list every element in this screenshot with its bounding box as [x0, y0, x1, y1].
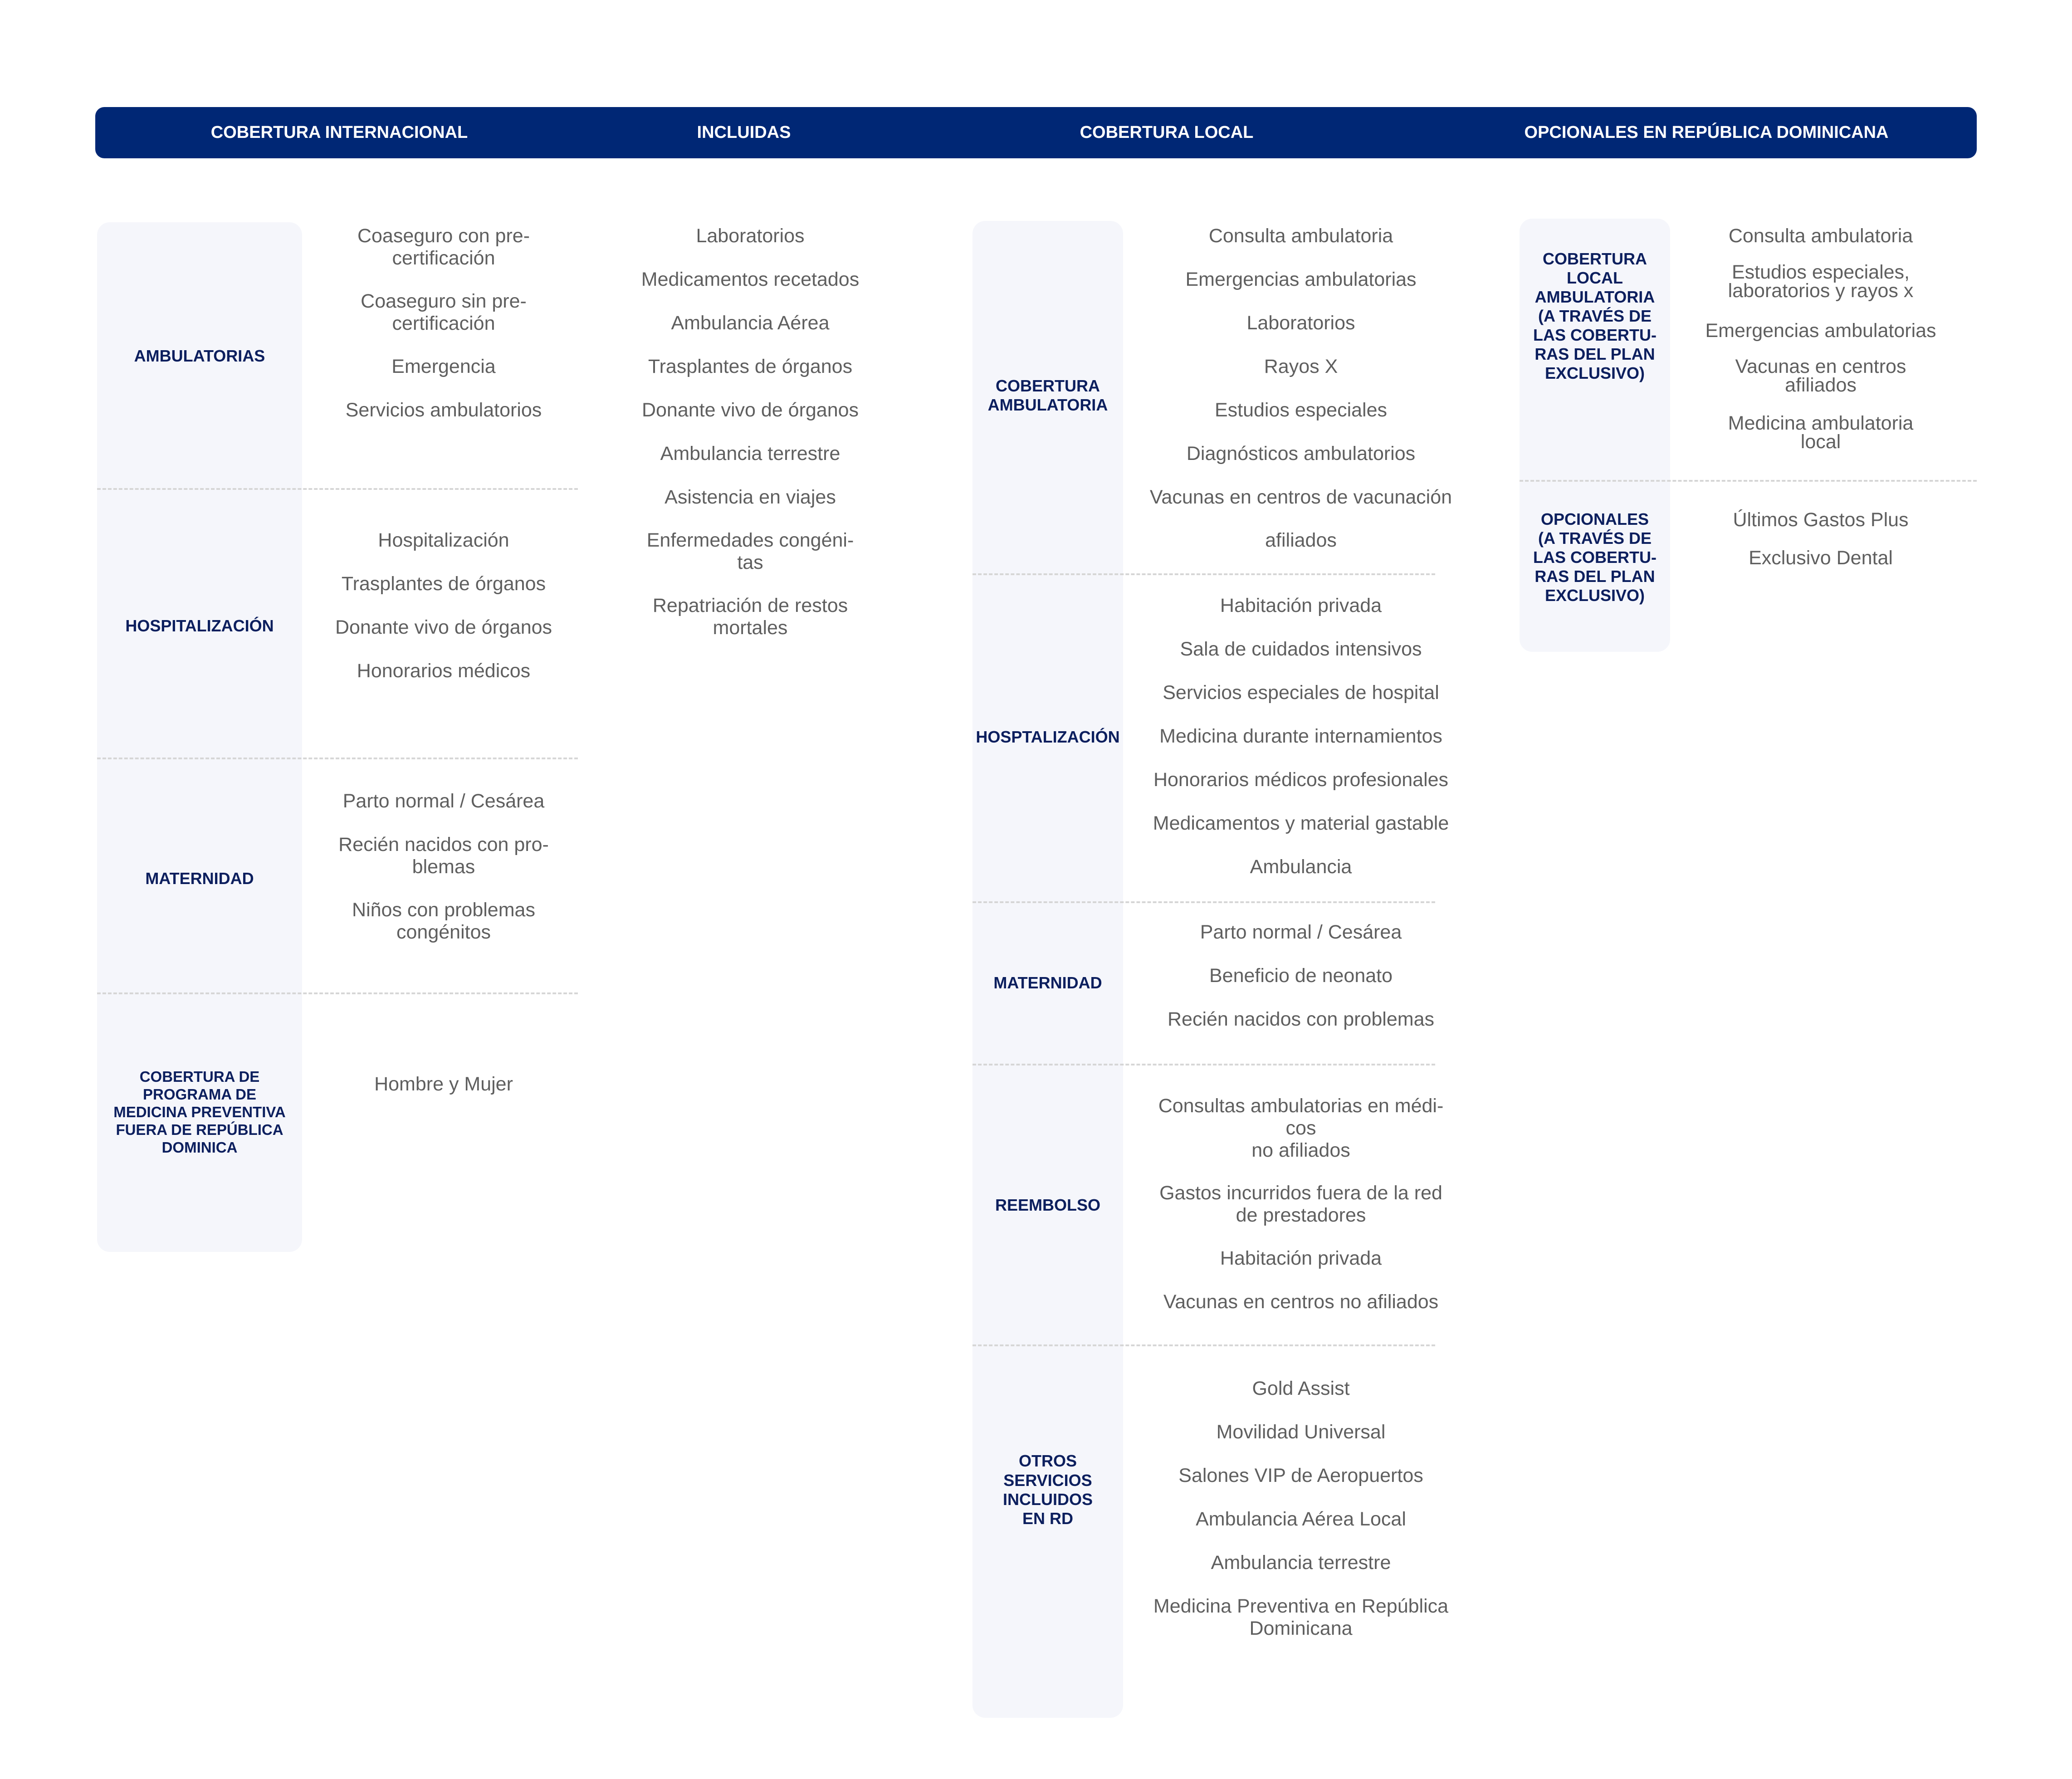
list-item: Habitación privada: [1220, 595, 1382, 616]
list-item: Ambulancia terrestre: [1211, 1552, 1391, 1574]
list-item: Ambulancia terrestre: [660, 443, 841, 464]
header-optional: OPCIONALES EN REPÚBLICA DOMINICANA: [1524, 123, 1889, 142]
list-item: Consulta ambulatoria: [1208, 225, 1393, 247]
list-item: Trasplantes de órganos: [648, 356, 853, 377]
header-local: COBERTURA LOCAL: [1080, 123, 1254, 142]
list-item: Gastos incurridos fuera de la red de prestadores: [1159, 1182, 1442, 1226]
list-item: Asistencia en viajes: [665, 486, 836, 508]
list-item: Medicina durante internamientos: [1159, 725, 1442, 747]
list-item: Estudios especiales: [1214, 399, 1388, 421]
list-item: Ambulancia Aérea: [671, 312, 830, 334]
category-ambulatorias: AMBULATORIAS: [134, 346, 265, 365]
list-item: Coaseguro sin pre- certificación: [361, 290, 527, 334]
separator: [972, 901, 1435, 903]
separator: [972, 1344, 1435, 1346]
list-item: Enfermedades congéni- tas: [646, 529, 854, 573]
list-item: Coaseguro con pre- certificación: [357, 225, 530, 269]
separator: [97, 992, 578, 994]
list-item: Honorarios médicos profesionales: [1153, 769, 1449, 791]
category-hospitalizacion-local: HOSPTALIZACIÓN: [976, 727, 1120, 746]
category-reembolso: REEMBOLSO: [995, 1196, 1100, 1215]
list-item: Parto normal / Cesárea: [342, 790, 545, 812]
list-item: Donante vivo de órganos: [641, 399, 859, 421]
list-item: Consulta ambulatoria: [1728, 225, 1913, 247]
separator: [97, 758, 578, 759]
list-item: Habitación privada: [1220, 1247, 1382, 1269]
list-item: Recién nacidos con problemas: [1168, 1008, 1434, 1030]
list-item: afiliados: [1265, 529, 1337, 551]
list-item: Consultas ambulatorias en médi- cos no afiliados: [1158, 1095, 1444, 1161]
category-hospitalizacion: HOSPITALIZACIÓN: [125, 616, 274, 635]
category-otros-servicios: OTROS SERVICIOS INCLUIDOS EN RD: [1003, 1452, 1093, 1528]
list-item: Repatriación de restos mortales: [652, 595, 848, 639]
category-maternidad-local: MATERNIDAD: [993, 973, 1102, 992]
list-item: Donante vivo de órganos: [335, 616, 552, 638]
list-item: Servicios especiales de hospital: [1163, 682, 1439, 704]
header-bar: [95, 107, 1977, 158]
list-item: Movilidad Universal: [1216, 1421, 1386, 1443]
list-item: Medicamentos y material gastable: [1153, 812, 1449, 834]
list-item: Niños con problemas congénitos: [352, 899, 535, 943]
list-item: Vacunas en centros afiliados: [1735, 356, 1906, 396]
list-item: Laboratorios: [1246, 312, 1355, 334]
list-item: Rayos X: [1264, 356, 1338, 377]
list-item: Vacunas en centros no afiliados: [1163, 1291, 1439, 1313]
list-item: Recién nacidos con pro- blemas: [338, 834, 549, 878]
list-item: Beneficio de neonato: [1209, 965, 1393, 987]
list-item: Honorarios médicos: [357, 660, 531, 682]
list-item: Parto normal / Cesárea: [1200, 921, 1402, 943]
list-item: Ambulancia: [1250, 856, 1352, 878]
list-item: Salones VIP de Aeropuertos: [1178, 1465, 1423, 1486]
list-item: Gold Assist: [1252, 1378, 1350, 1399]
list-item: Diagnósticos ambulatorios: [1186, 443, 1416, 464]
list-item: Estudios especiales, laboratorios y rayos x: [1728, 261, 1914, 302]
separator: [97, 488, 578, 490]
list-item: Vacunas en centros de vacunación: [1149, 486, 1452, 508]
category-opcionales: OPCIONALES (A TRAVÉS DE LAS COBERTU- RAS DEL PLAN EXCLUSIVO): [1533, 510, 1657, 605]
list-item: Sala de cuidados intensivos: [1180, 638, 1422, 660]
list-item: Medicina Preventiva en República Dominicana: [1153, 1595, 1449, 1639]
list-item: Emergencia: [391, 356, 496, 377]
separator: [1520, 480, 1977, 482]
header-international: COBERTURA INTERNACIONAL: [210, 123, 468, 142]
list-item: Servicios ambulatorios: [345, 399, 542, 421]
category-maternidad: MATERNIDAD: [145, 869, 254, 888]
separator: [972, 573, 1435, 575]
list-item: Ambulancia Aérea Local: [1196, 1508, 1406, 1530]
category-cobertura-ambulatoria: COBERTURA AMBULATORIA: [987, 376, 1108, 414]
category-cobertura-local-ambulatoria: COBERTURA LOCAL AMBULATORIA (A TRAVÉS DE LAS COBERTU- RAS DEL PLAN EXCLUSIVO): [1533, 249, 1657, 382]
header-included: INCLUIDAS: [697, 123, 791, 142]
list-item: Medicina ambulatoria local: [1728, 412, 1914, 453]
list-item: Medicamentos recetados: [641, 269, 860, 290]
separator: [972, 1064, 1435, 1065]
list-item: Hospitalización: [378, 529, 509, 551]
category-medicina-preventiva: COBERTURA DE PROGRAMA DE MEDICINA PREVENTIVA FUERA DE REPÚBLICA DOMINICA: [113, 1068, 286, 1156]
list-item: Exclusivo Dental: [1749, 547, 1893, 569]
list-item: Emergencias ambulatorias: [1705, 320, 1936, 342]
list-item: Hombre y Mujer: [374, 1073, 513, 1095]
list-item: Laboratorios: [696, 225, 805, 247]
list-item: Emergencias ambulatorias: [1185, 269, 1417, 290]
list-item: Últimos Gastos Plus: [1733, 509, 1909, 531]
list-item: Trasplantes de órganos: [341, 573, 546, 595]
